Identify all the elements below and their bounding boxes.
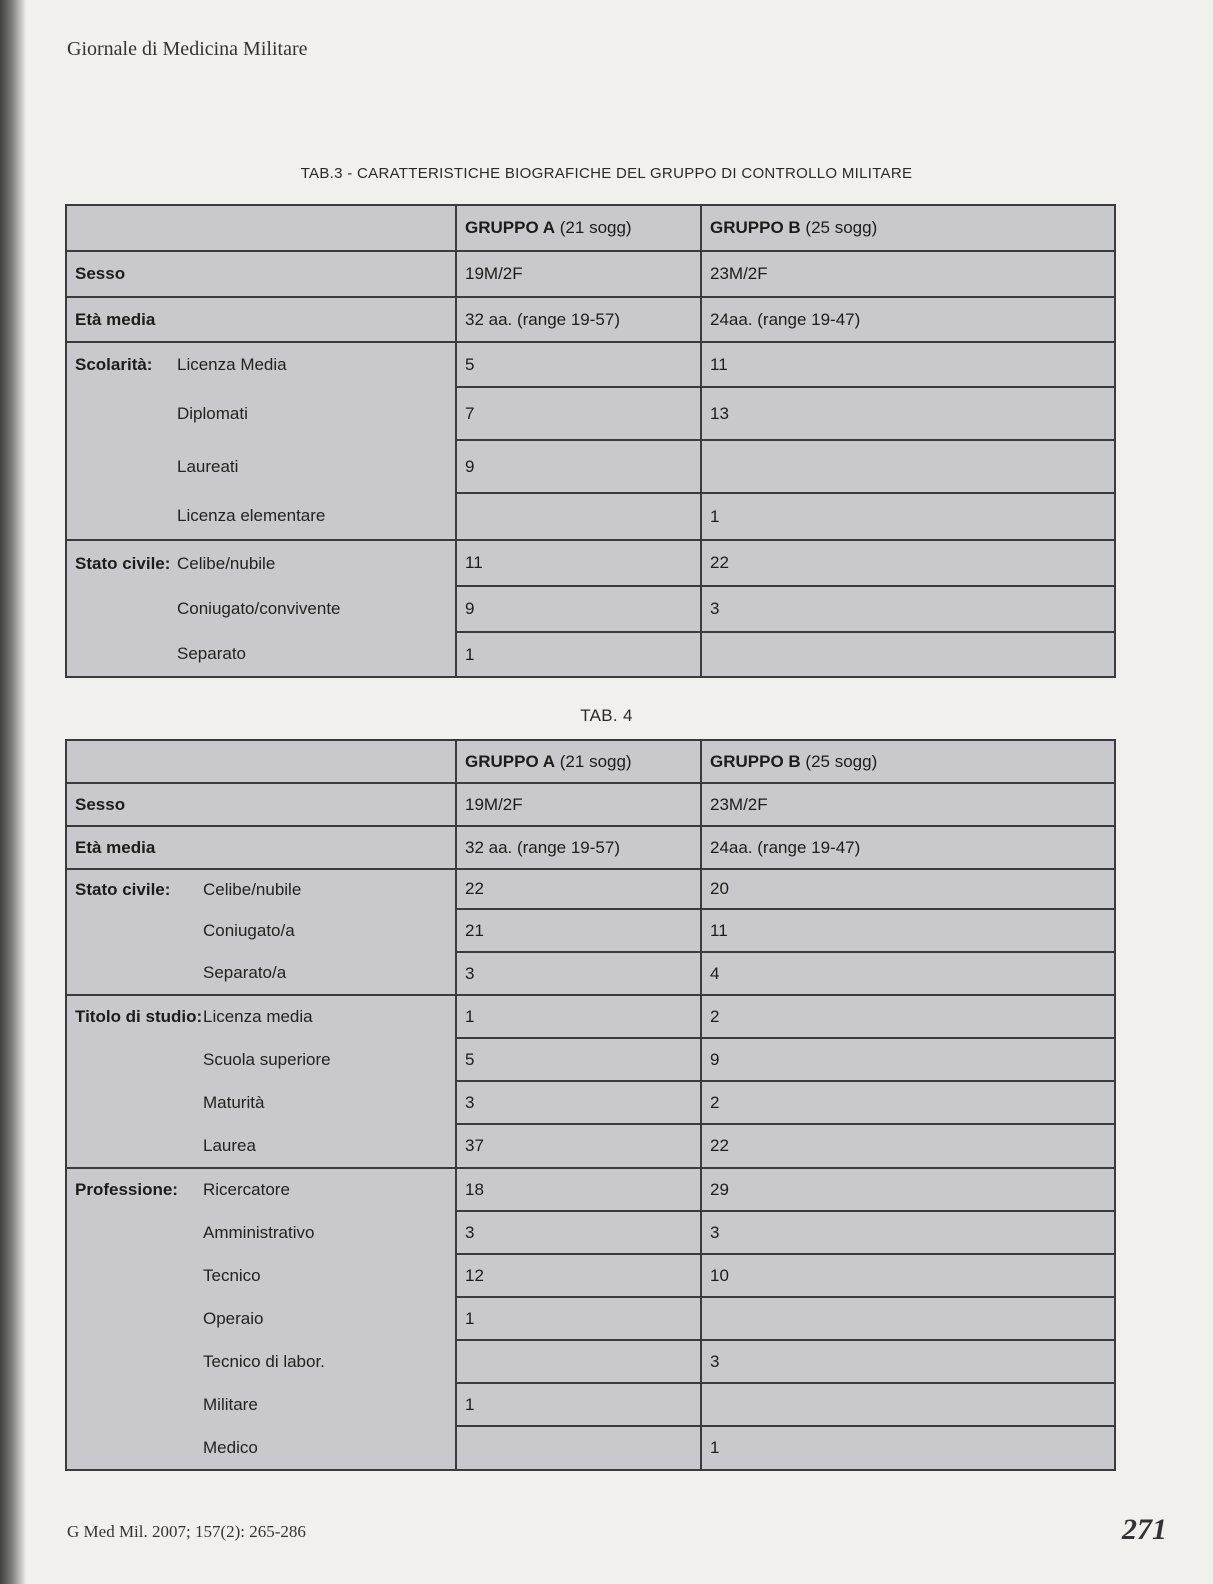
table-row: [66, 493, 1115, 540]
cell-group-a: 11: [456, 540, 701, 586]
table-row: [66, 826, 1115, 869]
row-label: Titolo di studio:: [75, 1007, 203, 1026]
cell-group-b: 4: [701, 952, 1115, 995]
cell-group-a: 1: [456, 632, 701, 677]
cell-group-a: 5: [456, 342, 701, 387]
cell-group-b: [701, 632, 1115, 677]
cell-group-b: 23M/2F: [701, 251, 1115, 297]
table3-caption: [0, 165, 1213, 182]
row-sublabel: Celibe/nubile: [177, 553, 276, 573]
cell-group-a: 37: [456, 1124, 701, 1168]
table-row: [66, 869, 1115, 909]
table-row: [66, 1168, 1115, 1211]
cell-group-b: 22: [701, 540, 1115, 586]
row-sublabel: Diplomati: [177, 403, 248, 423]
cell-group-b: 9: [701, 1038, 1115, 1081]
cell-group-b: 11: [701, 342, 1115, 387]
cell-group-a: 3: [456, 1081, 701, 1124]
table-row: [66, 632, 1115, 677]
cell-group-b: [701, 440, 1115, 493]
row-sublabel: Ricercatore: [203, 1180, 290, 1199]
table-row: [66, 995, 1115, 1038]
row-sublabel: Laurea: [203, 1135, 256, 1155]
cell-group-b: 24aa. (range 19-47): [701, 826, 1115, 869]
table-row: [66, 783, 1115, 826]
header-group-a: GRUPPO A (21 sogg): [456, 740, 701, 783]
cell-group-a: [456, 1426, 701, 1470]
row-sublabel: Maturità: [203, 1092, 265, 1112]
cell-group-a: 1: [456, 995, 701, 1038]
header-group-b: GRUPPO B (25 sogg): [701, 205, 1115, 251]
book-spine-shadow: [0, 0, 26, 1584]
cell-group-a: 32 aa. (range 19-57): [456, 826, 701, 869]
row-label: Età media: [75, 309, 156, 329]
table-row: [66, 1124, 1115, 1168]
table-row: [66, 1297, 1115, 1340]
table4-caption-text: TAB. 4: [580, 706, 633, 725]
cell-group-b: 29: [701, 1168, 1115, 1211]
row-sublabel: Tecnico di labor.: [203, 1351, 325, 1371]
row-sublabel: Separato/a: [203, 963, 287, 982]
row-sublabel: Coniugato/a: [203, 920, 295, 940]
row-label: Età media: [75, 837, 156, 857]
header-group-a: GRUPPO A (21 sogg): [456, 205, 701, 251]
table-row: [66, 909, 1115, 952]
header-group-b: GRUPPO B (25 sogg): [701, 740, 1115, 783]
table-row: [66, 1038, 1115, 1081]
cell-group-a: 5: [456, 1038, 701, 1081]
cell-group-b: 3: [701, 586, 1115, 632]
cell-group-a: 1: [456, 1297, 701, 1340]
cell-group-a: 19M/2F: [456, 251, 701, 297]
row-sublabel: Medico: [203, 1437, 258, 1457]
cell-group-b: 20: [701, 869, 1115, 909]
row-sublabel: Operaio: [203, 1308, 264, 1328]
cell-group-a: 3: [456, 952, 701, 995]
table-row: [66, 251, 1115, 297]
cell-group-b: 22: [701, 1124, 1115, 1168]
table-row: [66, 1426, 1115, 1470]
cell-group-b: 2: [701, 1081, 1115, 1124]
table-row: [66, 952, 1115, 995]
row-sublabel: Scuola superiore: [203, 1049, 331, 1069]
cell-group-b: [701, 1383, 1115, 1426]
cell-group-a: 32 aa. (range 19-57): [456, 297, 701, 342]
row-sublabel: Licenza elementare: [177, 506, 326, 525]
cell-group-b: 3: [701, 1211, 1115, 1254]
cell-group-a: 9: [456, 586, 701, 632]
row-label: Professione:: [75, 1180, 178, 1199]
cell-group-a: 19M/2F: [456, 783, 701, 826]
running-head: Giornale di Medicina Militare: [67, 38, 308, 60]
cell-group-b: 11: [701, 909, 1115, 952]
row-sublabel: Tecnico: [203, 1265, 261, 1285]
table-header-row: [66, 205, 1115, 251]
cell-group-b: 24aa. (range 19-47): [701, 297, 1115, 342]
cell-group-b: 10: [701, 1254, 1115, 1297]
table-row: [66, 1081, 1115, 1124]
table3-caption-text: TAB.3 - CARATTERISTICHE BIOGRAFICHE DEL GRUPPO DI CONTROLLO MILITARE: [300, 165, 913, 182]
table3: [65, 204, 1116, 678]
row-sublabel: Licenza media: [203, 1007, 313, 1026]
cell-group-a: 12: [456, 1254, 701, 1297]
table-row: [66, 440, 1115, 493]
cell-group-b: 3: [701, 1340, 1115, 1383]
cell-group-a: 18: [456, 1168, 701, 1211]
footer-citation: G Med Mil. 2007; 157(2): 265-286: [67, 1522, 306, 1541]
header-empty-cell: [66, 740, 456, 783]
table-row: [66, 1211, 1115, 1254]
table-row: [66, 342, 1115, 387]
row-label: Stato civile:: [75, 879, 171, 899]
table4: [65, 739, 1116, 1471]
cell-group-b: 13: [701, 387, 1115, 440]
row-sublabel: Separato: [177, 644, 246, 663]
cell-group-b: 23M/2F: [701, 783, 1115, 826]
row-label: Scolarità:: [75, 355, 153, 374]
row-sublabel: Laureati: [177, 456, 239, 476]
row-label: Stato civile:: [75, 553, 171, 573]
table-row: [66, 540, 1115, 586]
cell-group-a: [456, 493, 701, 540]
cell-group-b: 1: [701, 1426, 1115, 1470]
row-label: Sesso: [75, 264, 126, 283]
table-row: [66, 1254, 1115, 1297]
row-sublabel: Coniugato/convivente: [177, 599, 341, 618]
cell-group-a: 9: [456, 440, 701, 493]
table-row: [66, 1383, 1115, 1426]
table-header-row: [66, 740, 1115, 783]
row-sublabel: Militare: [203, 1394, 258, 1414]
table4-caption: [0, 706, 1213, 726]
cell-group-a: 3: [456, 1211, 701, 1254]
table-row: [66, 1340, 1115, 1383]
row-label: Sesso: [75, 794, 126, 814]
row-sublabel: Amministrativo: [203, 1222, 315, 1242]
cell-group-b: 1: [701, 493, 1115, 540]
page-number: 271: [1122, 1513, 1167, 1546]
row-sublabel: Celibe/nubile: [203, 879, 302, 899]
table-row: [66, 387, 1115, 440]
cell-group-b: 2: [701, 995, 1115, 1038]
cell-group-a: 21: [456, 909, 701, 952]
row-sublabel: Licenza Media: [177, 355, 287, 374]
header-empty-cell: [66, 205, 456, 251]
cell-group-b: [701, 1297, 1115, 1340]
cell-group-a: 22: [456, 869, 701, 909]
table-row: [66, 297, 1115, 342]
cell-group-a: 7: [456, 387, 701, 440]
table-row: [66, 586, 1115, 632]
cell-group-a: [456, 1340, 701, 1383]
cell-group-a: 1: [456, 1383, 701, 1426]
